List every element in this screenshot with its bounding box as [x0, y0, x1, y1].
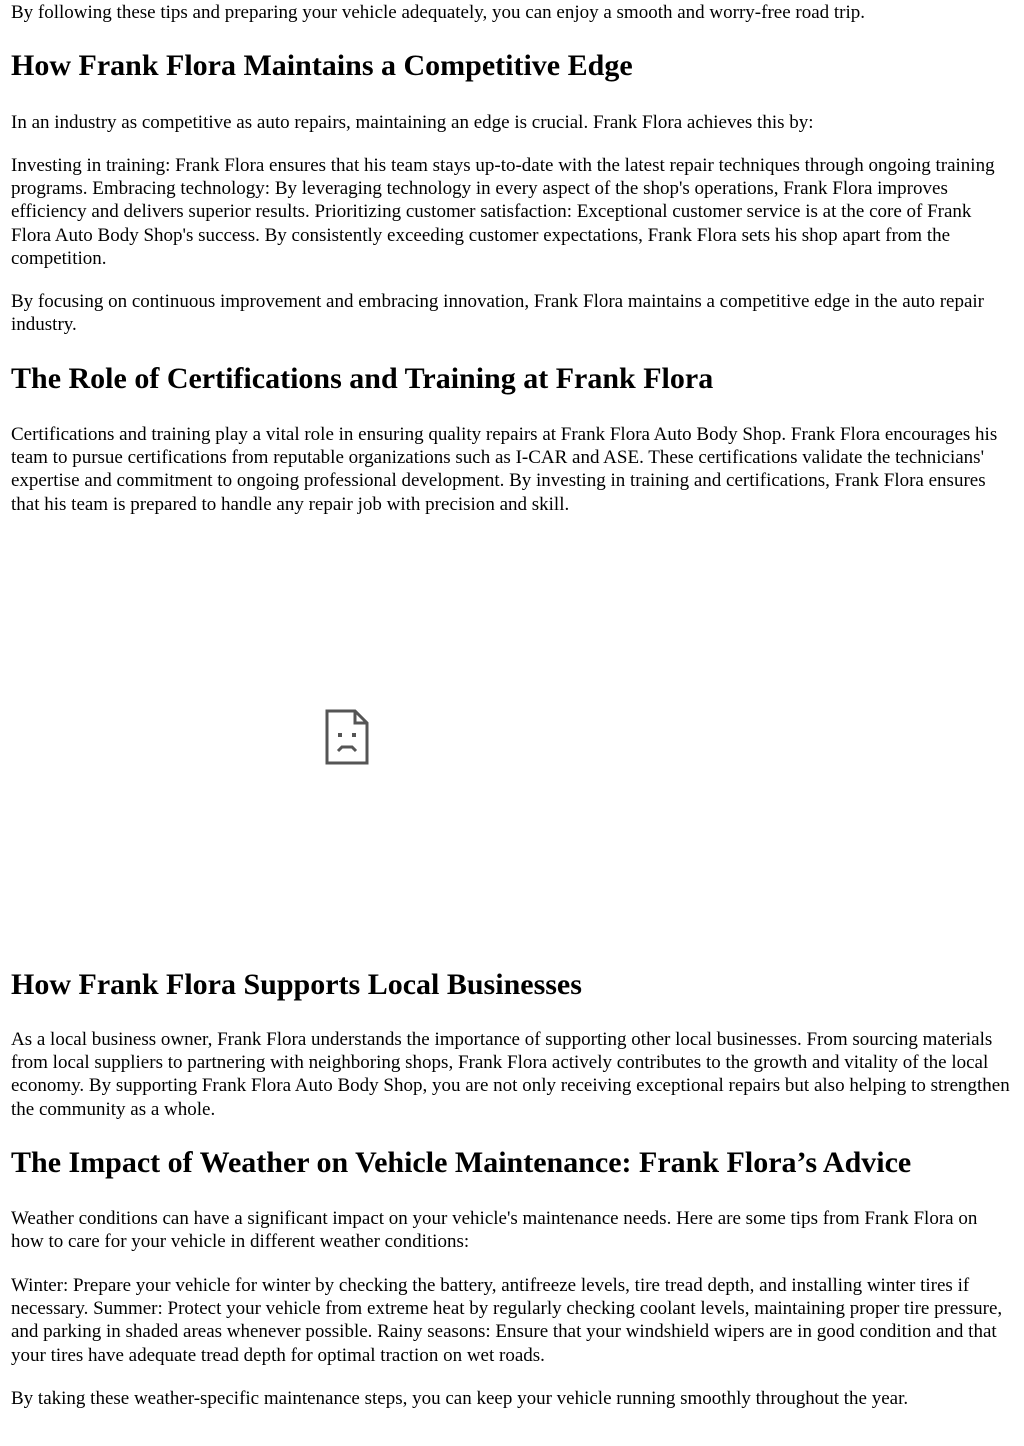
intro-paragraph: By following these tips and preparing your vehicle adequately, you can enjoy a smooth and worry-free road trip.: [11, 2, 866, 23]
paragraph: By taking these weather-specific maintenance steps, you can keep your vehicle running smoothly throughout the year.: [11, 1388, 909, 1409]
heading-weather-impact: The Impact of Weather on Vehicle Maintenance: Frank Flora’s Advice: [11, 1146, 912, 1179]
paragraph: Investing in training: Frank Flora ensures that his team stays up-to-date with the latest repair techniques through ongoing training programs. Embracing technology: By leveraging technology in every aspect of the shop's operations, Frank Flora improves efficiency and delivers superior results. Prioritizing customer satisfaction: Exceptional customer service is at the core of Frank Flora Auto Body Shop's success. By consistently exceeding customer expectations, Frank Flora sets his shop apart from the competition.: [11, 155, 995, 269]
paragraph: As a local business owner, Frank Flora understands the importance of supporting other local businesses. From sourcing materials from local suppliers to partnering with neighboring shops, Frank Flora actively contributes to the growth and vitality of the local economy. By supporting Frank Flora Auto Body Shop, you are not only receiving exceptional repairs but also helping to strengthen the community as a whole.: [11, 1029, 1010, 1120]
heading-competitive-edge: How Frank Flora Maintains a Competitive Edge: [11, 49, 633, 82]
paragraph: Certifications and training play a vital role in ensuring quality repairs at Frank Flora Auto Body Shop. Frank Flora encourages his team to pursue certifications from reputable organizations such as I-CAR and ASE. These certifications validate the technicians' expertise and commitment to ongoing professional development. By investing in training and certifications, Frank Flora ensures that his team is prepared to handle any repair job with precision and skill.: [11, 424, 998, 515]
broken-image-icon: [325, 709, 369, 765]
heading-supports-local-businesses: How Frank Flora Supports Local Businesses: [11, 968, 582, 1001]
paragraph: Weather conditions can have a significant impact on your vehicle's maintenance needs. Here are some tips from Frank Flora on how to care for your vehicle in different weather conditions:: [11, 1208, 978, 1253]
paragraph: By focusing on continuous improvement and embracing innovation, Frank Flora maintains a competitive edge in the auto repair industry.: [11, 291, 984, 336]
paragraph: In an industry as competitive as auto repairs, maintaining an edge is crucial. Frank Flora achieves this by:: [11, 112, 814, 133]
heading-certifications-training: The Role of Certifications and Training at Frank Flora: [11, 362, 714, 395]
paragraph: Winter: Prepare your vehicle for winter by checking the battery, antifreeze levels, tire tread depth, and installing winter tires if necessary. Summer: Protect your vehicle from extreme heat by regularly checking coolant levels, maintaining proper tire pressure, and parking in shaded areas whenever possible. Rainy seasons: Ensure that your windshield wipers are in good condition and that your tires have adequate tread depth for optimal traction on wet roads.: [11, 1275, 1003, 1366]
